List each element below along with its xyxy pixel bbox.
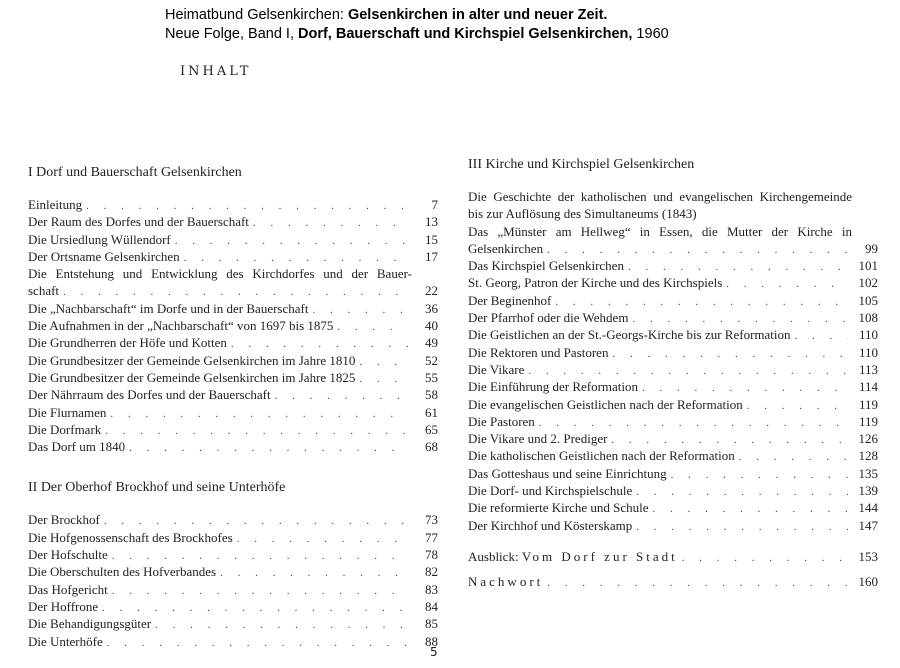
page-ref: 139	[858, 483, 878, 499]
toc-entry[interactable]	[28, 231, 438, 248]
page-ref: 68	[425, 439, 438, 455]
page-ref: 119	[858, 413, 878, 429]
toc-entry[interactable]	[28, 282, 438, 299]
leader-dots	[110, 406, 408, 423]
leader-dots	[747, 398, 848, 415]
page-ref: 55	[425, 369, 438, 385]
leader-dots	[739, 449, 848, 466]
entry-title: Die Geschichte der katholischen und evangelischen Kirchengemeinde	[468, 189, 852, 204]
section-entries	[468, 188, 878, 534]
toc-entry[interactable]	[28, 633, 438, 650]
entry-title: Die Unterhöfe	[28, 633, 103, 649]
toc-entry[interactable]	[468, 344, 878, 361]
toc-entry[interactable]	[468, 309, 878, 326]
toc-entry[interactable]	[468, 517, 878, 534]
entry-title: Die Flurnamen	[28, 404, 107, 420]
toc-entry[interactable]	[28, 334, 438, 351]
leader-dots	[636, 484, 848, 501]
entry-title: Die Geistlichen an der St.-Georgs-Kirche bis zur Reformation	[468, 327, 791, 343]
page-ref: 126	[858, 431, 878, 447]
page-ref: 114	[858, 379, 878, 395]
entry-title-continued: bis zur Auflösung des Simultaneums (1843)	[468, 206, 697, 222]
entry-title: Die Entstehung und Entwicklung des Kirchdorfes und der Bauer-	[28, 266, 412, 282]
page-ref: 83	[425, 581, 438, 597]
page-ref: 113	[858, 361, 878, 377]
toc-entry[interactable]	[28, 248, 438, 265]
entry-title: Der Kirchhof und Kösterskamp	[468, 517, 633, 533]
entry-title: St. Georg, Patron der Kirche und des Kirchspiels	[468, 275, 723, 291]
section-title: I Dorf und Bauerschaft Gelsenkirchen	[28, 165, 242, 180]
toc-right-column	[468, 156, 878, 591]
page-ref: 58	[425, 387, 438, 403]
toc-entry-line[interactable]	[468, 188, 878, 205]
toc-entry[interactable]	[28, 546, 438, 563]
leader-dots	[175, 233, 408, 250]
page-ref: 15	[425, 231, 438, 247]
entry-title: Die Grundbesitzer der Gemeinde Gelsenkirchen im Jahre 1810	[28, 352, 356, 368]
entry-title: Die Pastoren	[468, 413, 535, 429]
leader-dots	[112, 583, 408, 600]
section-2	[28, 479, 438, 649]
toc-entry[interactable]	[28, 511, 438, 528]
toc-entry[interactable]	[468, 396, 878, 413]
entry-title-continued: Gelsenkirchen	[468, 240, 544, 256]
entry-title: Der Ortsname Gelsenkirchen	[28, 248, 180, 264]
page-ref: 110	[858, 327, 878, 343]
section-entries	[28, 511, 438, 649]
section-title: III Kirche und Kirchspiel Gelsenkirchen	[468, 157, 695, 172]
toc-entry[interactable]	[28, 300, 438, 317]
entry-title: Der Hoffrone	[28, 598, 99, 614]
toc-entry[interactable]	[468, 257, 878, 274]
leader-dots	[337, 319, 408, 336]
page-ref: 105	[858, 292, 878, 308]
caption-line-1: Heimatbund Gelsenkirchen: Gelsenkirchen in alter und neuer Zeit.	[165, 7, 608, 23]
toc-entry[interactable]	[468, 361, 878, 378]
page-number: 5	[430, 645, 438, 659]
leader-dots	[547, 575, 848, 592]
leader-dots	[105, 423, 408, 440]
toc-entry-line[interactable]	[468, 223, 878, 240]
page-ref: 40	[425, 318, 438, 334]
toc-entry[interactable]	[28, 598, 438, 615]
page-ref: 13	[425, 214, 438, 230]
toc-left-column	[28, 164, 438, 650]
entry-title: Die Dorf- und Kirchspielschule	[468, 483, 633, 499]
toc-entry[interactable]	[28, 404, 438, 421]
entry-title: Die Hofgenossenschaft des Brockhofes	[28, 529, 233, 545]
leader-dots	[220, 565, 408, 582]
leader-dots	[726, 276, 848, 293]
toc-entry[interactable]	[28, 615, 438, 632]
entry-title: Der Pfarrhof oder die Wehdem	[468, 310, 629, 326]
leader-dots	[671, 467, 848, 484]
toc-entry-line[interactable]	[28, 265, 438, 282]
entry-title: Die Vikare und 2. Prediger	[468, 431, 608, 447]
entry-title: Die Oberschulten des Hofverbandes	[28, 564, 217, 580]
entry-title: Der Brockhof	[28, 512, 100, 528]
entry-title: Die Rektoren und Pastoren	[468, 344, 609, 360]
toc-entry[interactable]	[28, 386, 438, 403]
toc-entry[interactable]	[468, 292, 878, 309]
entry-title: Die reformierte Kirche und Schule	[468, 500, 649, 516]
entry-title: Die Grundbesitzer der Gemeinde Gelsenkirchen im Jahre 1825	[28, 369, 356, 385]
toc-entry[interactable]	[28, 421, 438, 438]
page-ref: 82	[425, 564, 438, 580]
entry-title: Das Gotteshaus und seine Einrichtung	[468, 465, 667, 481]
toc-entry[interactable]	[28, 529, 438, 546]
entry-title: Das Kirchspiel Gelsenkirchen	[468, 258, 624, 274]
entry-title: Der Hofschulte	[28, 547, 108, 563]
leader-dots	[107, 635, 408, 652]
page-ref: 17	[425, 248, 438, 264]
leader-dots	[612, 346, 848, 363]
toc-entry[interactable]	[28, 438, 438, 455]
toc-entry[interactable]	[468, 447, 878, 464]
page-ref: 49	[425, 335, 438, 351]
section-title: II Der Oberhof Brockhof und seine Unterhöfe	[28, 480, 286, 496]
entry-title: Das Dorf um 1840	[28, 439, 126, 455]
page-ref: 102	[858, 275, 878, 291]
page-ref: 7	[431, 197, 438, 212]
page-ref: 147	[858, 517, 878, 533]
entry-title: Der Beginenhof	[468, 292, 552, 308]
page-ref: 101	[858, 258, 878, 274]
section-1	[28, 164, 438, 455]
leader-dots	[129, 440, 408, 457]
toc-entry[interactable]	[468, 274, 878, 291]
page-ref: 108	[858, 310, 878, 326]
leader-dots	[253, 215, 408, 232]
page-ref: 85	[425, 616, 438, 632]
leader-dots	[237, 531, 408, 548]
page-ref: 144	[858, 500, 878, 516]
entry-title: Das „Münster am Hellweg“ in Essen, die Mutter der Kirche in	[468, 223, 852, 239]
entry-title: Die Grundherren der Höfe und Kotten	[28, 335, 227, 351]
page-ref: 160	[858, 574, 878, 590]
page-ref: 119	[858, 396, 878, 412]
toc-entry[interactable]	[468, 205, 878, 222]
toc-entry[interactable]	[468, 482, 878, 499]
page-ref: 73	[425, 512, 438, 528]
entry-title-continued: schaft	[28, 283, 60, 299]
entry-title: Die „Nachbarschaft“ im Dorfe und in der Bauerschaft	[28, 300, 309, 316]
toc-entry[interactable]	[28, 563, 438, 580]
toc-entry[interactable]	[468, 430, 878, 447]
leader-dots	[636, 519, 848, 536]
page-ref: 65	[425, 421, 438, 437]
toc-entry[interactable]	[28, 196, 438, 213]
page-ref: 110	[858, 344, 878, 360]
page-ref: 135	[858, 465, 878, 481]
section-entries	[28, 196, 438, 455]
entry-title: Die katholischen Geistlichen nach der Reformation	[468, 448, 735, 464]
caption-line-2: Neue Folge, Band I, Dorf, Bauerschaft und Kirchspiel Gelsenkirchen, 1960	[165, 26, 669, 42]
page-ref: 52	[425, 352, 438, 368]
leader-dots	[359, 371, 408, 388]
toc-entry[interactable]	[28, 213, 438, 230]
toc-entry-nachwort[interactable]: Nachwort . . . 160	[468, 573, 878, 590]
leader-dots	[275, 388, 408, 405]
page-ref: 88	[425, 633, 438, 649]
entry-title: Die Einführung der Reformation	[468, 379, 639, 395]
leader-dots	[795, 328, 849, 345]
page-ref: 128	[858, 448, 878, 464]
leader-dots	[682, 550, 848, 567]
section-3	[468, 156, 878, 534]
toc-entry[interactable]	[468, 499, 878, 516]
toc-entry[interactable]	[28, 581, 438, 598]
page-ref: 77	[425, 529, 438, 545]
toc-entry[interactable]	[28, 369, 438, 386]
entry-title: Die Ursiedlung Wüllendorf	[28, 231, 171, 247]
entry-title: Der Raum des Dorfes und der Bauerschaft	[28, 214, 249, 230]
entry-title: Die Behandigungsgüter	[28, 616, 152, 632]
entry-title: Die Aufnahmen in der „Nachbarschaft“ von 1697 bis 1875	[28, 318, 334, 334]
page-ref: 153	[858, 548, 878, 564]
toc-entry[interactable]	[468, 240, 878, 257]
page-ref: 99	[865, 240, 878, 256]
entry-title: Die evangelischen Geistlichen nach der Reformation	[468, 396, 743, 412]
toc-entry[interactable]	[468, 378, 878, 395]
entry-title: Einleitung	[28, 197, 83, 212]
leader-dots	[652, 501, 848, 518]
toc-entry[interactable]	[28, 317, 438, 334]
page-ref: 36	[425, 300, 438, 316]
leader-dots	[359, 354, 408, 371]
page-ref: 61	[425, 404, 438, 420]
toc-entry[interactable]	[468, 413, 878, 430]
entry-title: Die Vikare	[468, 361, 525, 377]
contents-heading: INHALT	[180, 64, 252, 79]
toc-entry[interactable]	[28, 352, 438, 369]
page-ref: 78	[425, 547, 438, 563]
page-ref: 22	[425, 283, 438, 299]
entry-title: Die Dorfmark	[28, 421, 102, 437]
toc-entry[interactable]	[468, 326, 878, 343]
page-ref: 84	[425, 598, 438, 614]
entry-title: Der Nährraum des Dorfes und der Bauerschaft	[28, 387, 271, 403]
entry-title: Das Hofgericht	[28, 581, 108, 597]
leader-dots	[155, 617, 408, 634]
toc-entry-ausblick[interactable]: Ausblick: Vom Dorf zur Stadt . . . 153	[468, 548, 878, 565]
document-caption	[165, 6, 669, 44]
toc-entry[interactable]	[468, 465, 878, 482]
